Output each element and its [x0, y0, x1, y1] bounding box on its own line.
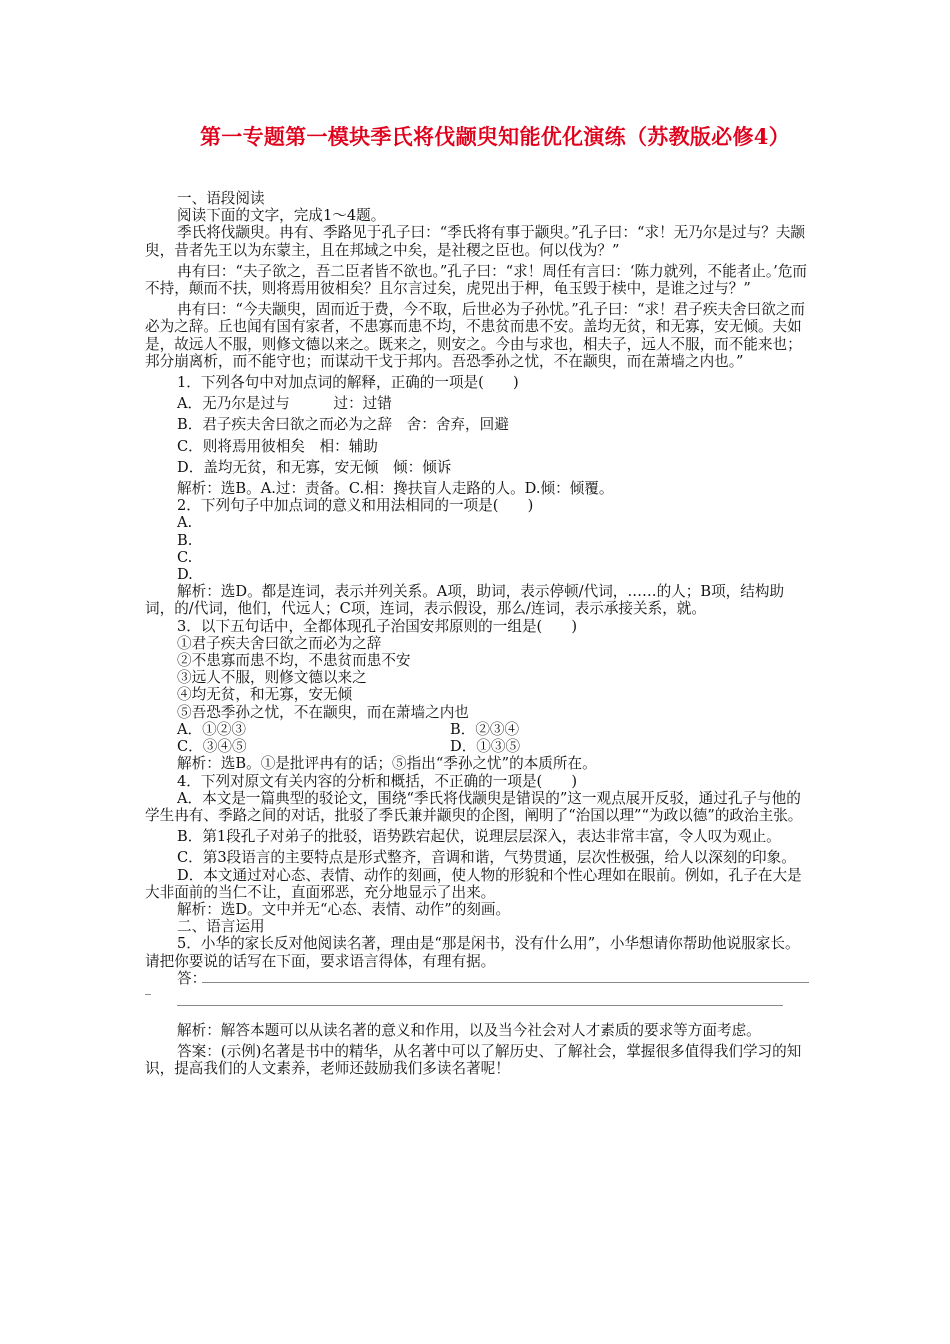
passage-paragraph: 冉有曰：“夫子欲之，吾二臣者皆不欲也。”孔子曰：“求！周任有言曰：‘陈力就列，不能者止。’危而不持，颠而不扶，则将焉用彼相矣？且尔言过矣，虎兕出于柙，龟玉毁于椟中，是谁之过与？”: [145, 262, 808, 298]
question-analysis: 解析：解答本题可以从读名著的意义和作用，以及当今社会对人才素质的要求等方面考虑。: [177, 1021, 761, 1039]
choice-row: [145, 721, 809, 738]
question-option: A．本文是一篇典型的驳论文，围绕“季氏将伐颛臾是错误的”这一观点展开反驳，通过孔子与他的学生冉有、季路之间的对话，批驳了季氏兼并颛臾的企图，阐明了“治国以理”“为政以德”的政治主张。: [145, 789, 803, 824]
question-option: C．则将焉用彼相矣 相：辅助: [177, 437, 378, 455]
passage-paragraph: 季氏将伐颛臾。冉有、季路见于孔子曰：“季氏将有事于颛臾。”孔子曰：“求！无乃尔是过与？夫颛臾，昔者先王以为东蒙主，且在邦域之中矣，是社稷之臣也。何以伐为？”: [145, 224, 806, 259]
answer-line-tick: _: [145, 980, 151, 995]
question-answer: 答案：(示例)名著是书中的精华，从名著中可以了解历史、了解社会，掌握很多值得我们学习的知识，提高我们的人文素养，老师还鼓励我们多读名著呢！: [145, 1043, 802, 1078]
question-analysis: 解析：选B。①是批评冉有的话；⑤指出“季孙之忧”的本质所在。: [177, 755, 597, 773]
choice-d: D．①③⑤: [450, 738, 521, 756]
question-item: ④均无贫，和无寡，安无倾: [177, 686, 353, 704]
choice-b: B．②③④: [450, 720, 520, 738]
question-option: B．第1段孔子对弟子的批驳，语势跌宕起伏，说理层层深入，表达非常丰富，令人叹为观止。: [177, 828, 781, 846]
question-item: ②不患寡而患不均，不患贫而患不安: [177, 652, 411, 670]
question-item: ①君子疾夫舍曰欲之而必为之辞: [177, 634, 382, 652]
question-option: A．无乃尔是过与 过：过错: [177, 395, 392, 413]
section-heading: 二、语言运用: [177, 918, 265, 936]
question-option: A.: [177, 514, 193, 532]
question-option: C.: [177, 548, 193, 566]
question-analysis: 解析：选B。A.过：责备。C.相：搀扶盲人走路的人。D.倾：倾覆。: [177, 480, 614, 498]
answer-line[interactable]: [177, 1005, 783, 1006]
question-item: ③远人不服，则修文德以来之: [177, 669, 367, 687]
section-heading: 一、语段阅读: [177, 190, 265, 207]
question-option: B．君子疾夫舍曰欲之而必为之辞 舍：舍弃，回避: [177, 416, 509, 434]
question-option: D．本文通过对心态、表情、动作的刻画，使人物的形貌和个性心理如在眼前。例如，孔子在大是大非面前的当仁不让，直面邪恶，充分地显示了出来。: [145, 866, 802, 901]
question-option: D.: [177, 566, 193, 584]
question-stem: 5．小华的家长反对他阅读名著，理由是“那是闲书，没有什么用”，小华想请你帮助他说服家长。请把你要说的话写在下面，要求语言得体，有理有据。: [145, 935, 800, 970]
choice-a: A．①②③: [177, 720, 246, 738]
answer-area[interactable]: [145, 970, 809, 1006]
question-stem: 3．以下五句话中，全都体现孔子治国安邦原则的一组是( ): [177, 617, 578, 635]
passage-paragraph: 冉有曰：“今夫颛臾，固而近于费，今不取，后世必为子孙忧。”孔子曰：“求！君子疾夫舍曰欲之而必为之辞。丘也闻有国有家者，不患寡而患不均，不患贫而患不安。盖均无贫，和无寡，安无倾。夫如是，故远人不服，则修文德以来之。既来之，则安之。今由与求也，相夫子，远人不服，而不能来也；邦分崩离析，而不能守也；而谋动干戈于邦内。吾恐季孙之忧，不在颛臾，而在萧墙之内也。”: [145, 301, 806, 370]
question-item: ⑤吾恐季孙之忧，不在颛臾，而在萧墙之内也: [177, 703, 469, 721]
question-analysis: 解析：选D。文中并无“心态、表情、动作”的刻画。: [177, 900, 511, 918]
answer-label: 答：: [177, 969, 207, 987]
instruction: 阅读下面的文字，完成1～4题。: [177, 207, 386, 225]
question-stem: 4．下列对原文有关内容的分析和概括，不正确的一项是( ): [177, 772, 578, 790]
question-option: C．第3段语言的主要特点是形式整齐，音调和谐，气势贯通，层次性极强，给人以深刻的印象。: [177, 849, 796, 867]
document-title: 第一专题第一模块季氏将伐颛臾知能优化演练（苏教版必修4）: [199, 124, 790, 149]
question-stem: 1．下列各句中对加点词的解释，正确的一项是( ): [177, 374, 519, 392]
question-option: D．盖均无贫，和无寡，安无倾 倾：倾诉: [177, 458, 452, 476]
question-stem: 2．下列句子中加点词的意义和用法相同的一项是( ): [177, 497, 534, 515]
choice-c: C．③④⑤: [177, 738, 247, 756]
choice-row: [145, 738, 809, 755]
question-option: B.: [177, 531, 193, 549]
document-body: [145, 190, 809, 1078]
question-analysis: 解析：选D。都是连词，表示并列关系。A项，助词，表示停顿/代词，……的人；B项，结构助词，的/代词，他们，代远人；C项，连词，表示假设，那么/连词，表示承接关系，就。: [145, 583, 785, 618]
